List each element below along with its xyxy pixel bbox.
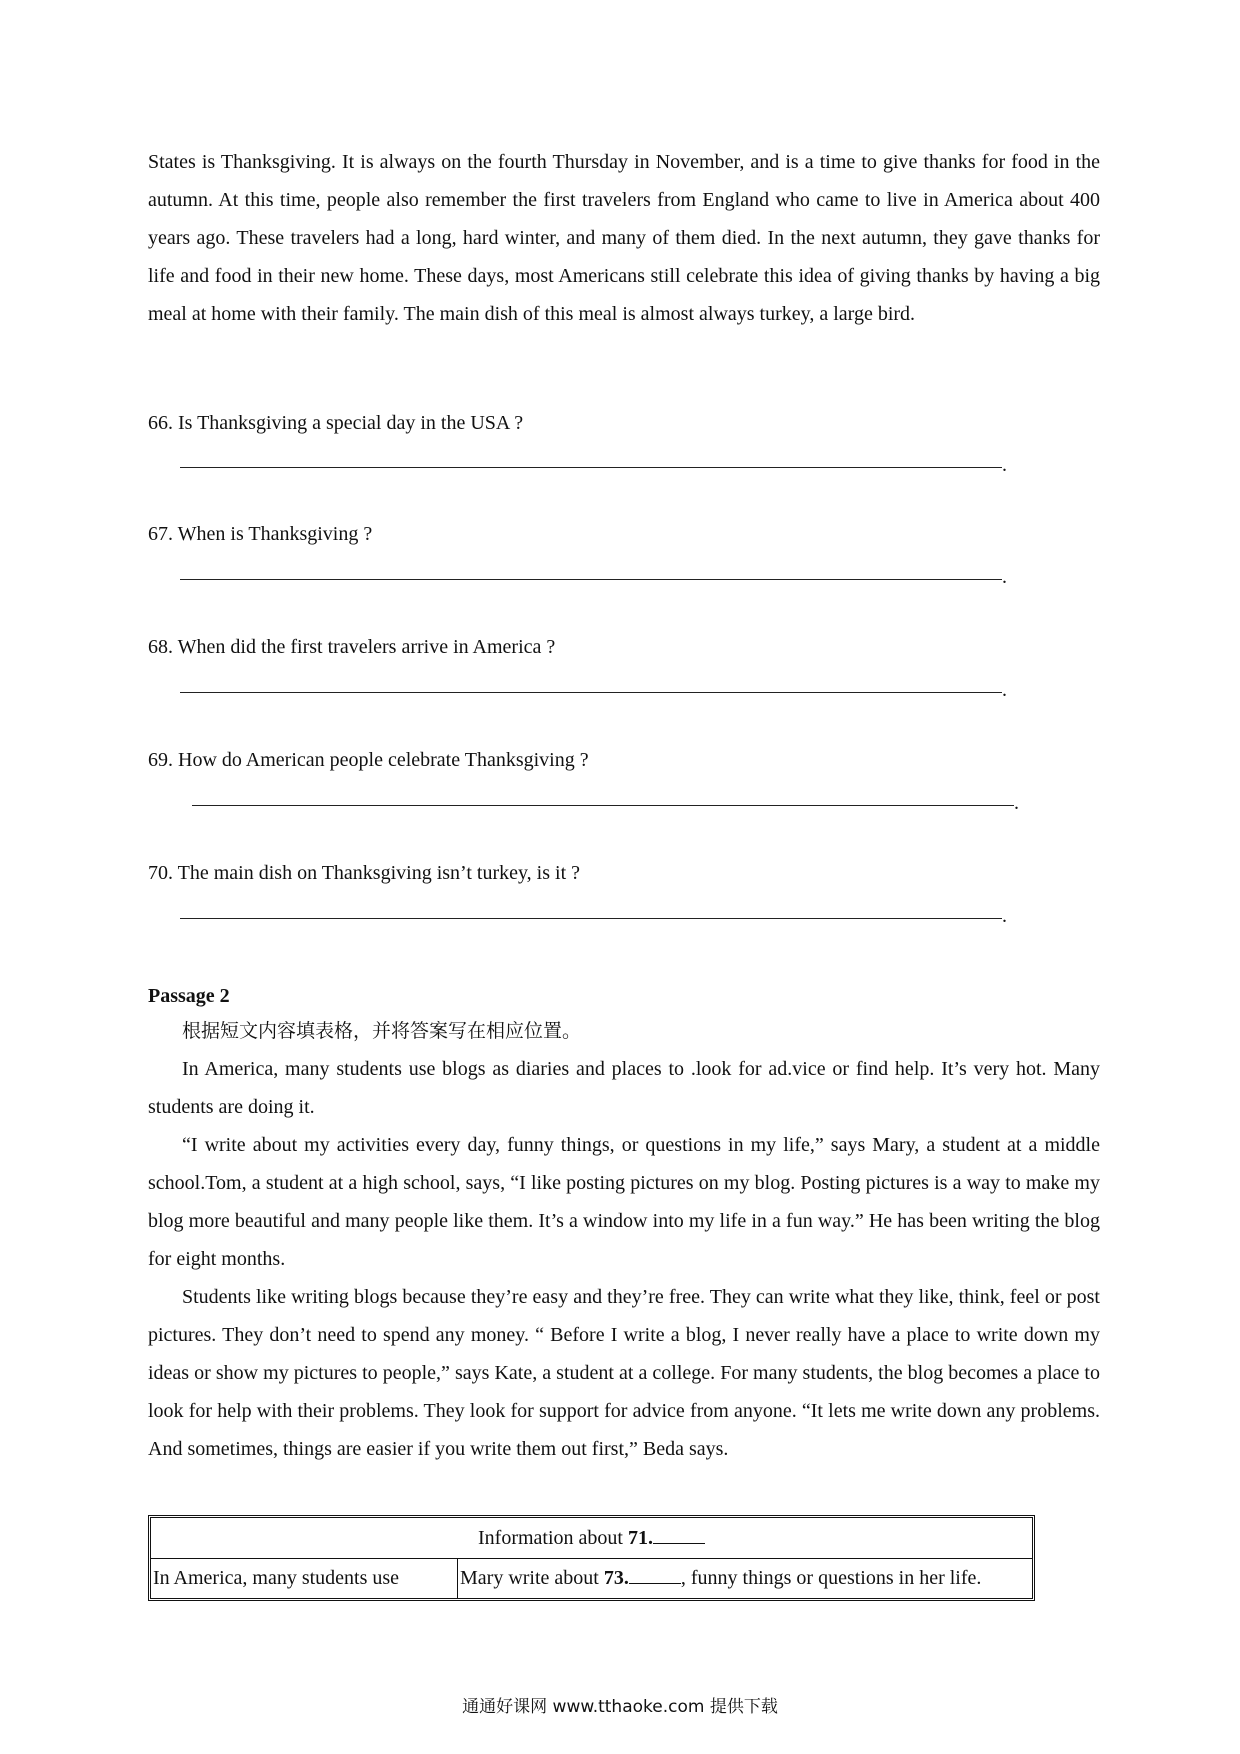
answer-dot-68: . xyxy=(1002,679,1007,701)
info-table xyxy=(148,1515,1035,1601)
info-table-right-cell xyxy=(458,1559,981,1598)
answer-dot-66: . xyxy=(1002,454,1007,476)
question-70: 70. The main dish on Thanksgiving isn’t turkey, is it ? xyxy=(148,862,581,884)
question-69: 69. How do American people celebrate Thanksgiving ? xyxy=(148,749,589,771)
answer-line-66[interactable] xyxy=(180,467,1002,468)
question-67: 67. When is Thanksgiving ? xyxy=(148,523,373,545)
answer-line-68[interactable] xyxy=(180,692,1002,693)
answer-dot-69: . xyxy=(1014,792,1019,814)
passage2-instruction: 根据短文内容填表格，并将答案写在相应位置。 xyxy=(182,1020,582,1042)
blank-71[interactable] xyxy=(653,1525,705,1544)
blank-73[interactable] xyxy=(629,1565,681,1584)
answer-line-69[interactable] xyxy=(192,805,1014,806)
header-prefix: Information about xyxy=(478,1527,628,1549)
passage2-paragraph-2: “I write about my activities every day, funny things, or questions in my life,” says Mary, a student at a middle school.Tom, a student at a high school, says, “I like posting pictures on my blog. Posting pictures is a way to make my blog more beautiful and many people like them. It’s a window into my life in a fun way.” He has been writing the blog for eight months. xyxy=(148,1134,1100,1270)
right-suffix: , funny things or questions in her life. xyxy=(680,1567,982,1589)
answer-line-67[interactable] xyxy=(180,579,1002,580)
question-68: 68. When did the first travelers arrive in America ? xyxy=(148,636,556,658)
right-number-73: 73. xyxy=(603,1567,629,1589)
passage2-paragraph-3: Students like writing blogs because they’re easy and they’re free. They can write what they like, think, feel or post pictures. They don’t need to spend any money. “ Before I write a blog, I never really have a place to write down my ideas or show my pictures to people,” says Kate, a student at a college. For many students, the blog becomes a place to look for help with their problems. They look for support for advice from anyone. “It lets me write down any problems. And sometimes, things are easier if you write them out first,” Beda says. xyxy=(148,1286,1100,1460)
page-footer: 通通好课网 www.tthaoke.com 提供下载 xyxy=(462,1697,778,1717)
info-table-left-cell: In America, many students use xyxy=(151,1559,458,1598)
answer-dot-70: . xyxy=(1002,905,1007,927)
passage1-paragraph: States is Thanksgiving. It is always on the fourth Thursday in November, and is a time to give thanks for food in the autumn. At this time, people also remember the first travelers from England who came to live in America about 400 years ago. These travelers had a long, hard winter, and many of them died. In the next autumn, they gave thanks for life and food in their new home. These days, most Americans still celebrate this idea of giving thanks by having a big meal at home with their family. The main dish of this meal is almost always turkey, a large bird. xyxy=(148,151,1100,325)
right-prefix: Mary write about xyxy=(460,1567,604,1589)
answer-line-70[interactable] xyxy=(180,918,1002,919)
answer-dot-67: . xyxy=(1002,566,1007,588)
question-66: 66. Is Thanksgiving a special day in the USA ? xyxy=(148,412,524,434)
passage2-title: Passage 2 xyxy=(148,985,230,1007)
header-number-71: 71. xyxy=(627,1527,653,1549)
info-table-header xyxy=(151,1518,1032,1559)
passage2-paragraph-1: In America, many students use blogs as diaries and places to .look for ad.vice or find help. It’s very hot. Many students are doing it. xyxy=(148,1058,1100,1118)
